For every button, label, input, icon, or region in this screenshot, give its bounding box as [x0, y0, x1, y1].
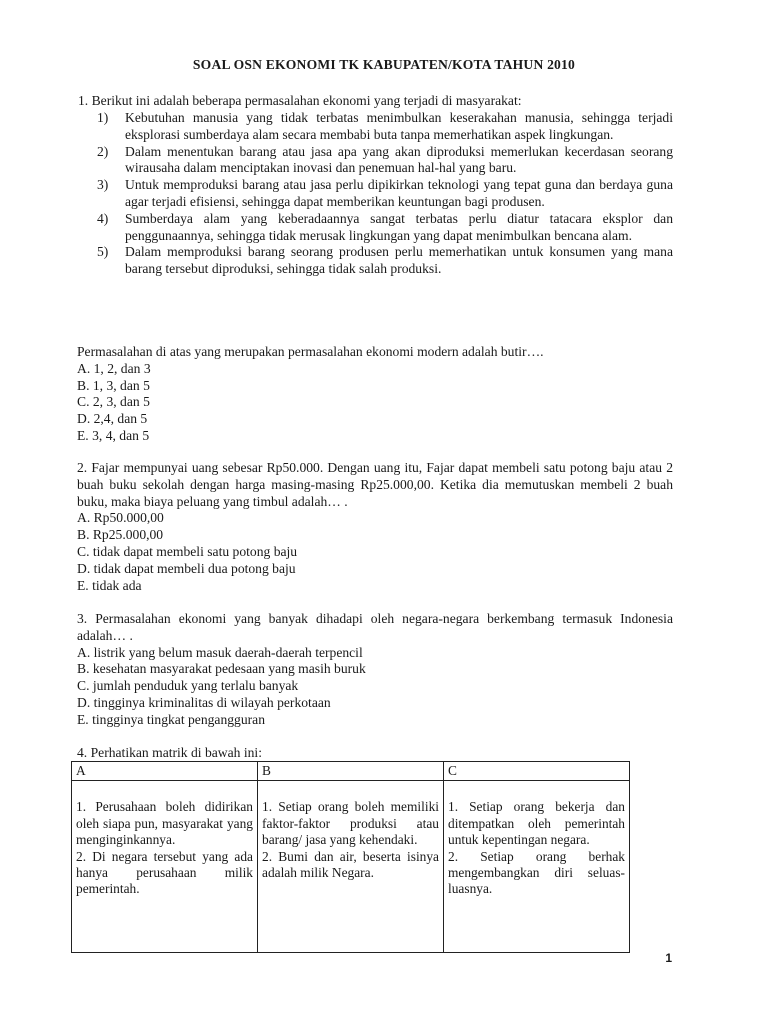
statement-text: Kebutuhan manusia yang tidak terbatas menimbulkan keserakahan manusia, sehingga terjadi eksplorasi sumberdaya alam secara membabi buta tanpa memerhatikan aspek lingkungan. — [125, 110, 673, 142]
statement-number: 1) — [97, 110, 109, 125]
matrix-cell-line: 1. Perusahaan boleh didirikan oleh siapa pun, masyarakat yang menginginkannya. — [76, 799, 253, 848]
matrix-cell-c — [444, 781, 630, 953]
matrix-cell-a — [72, 781, 258, 953]
matrix-cell-b — [258, 781, 444, 953]
matrix-header-a: A — [72, 762, 258, 781]
statement-item — [97, 177, 673, 211]
matrix-cell-line: 2. Setiap orang berhak mengembangkan diri seluas-luasnya. — [448, 848, 625, 897]
answer-option: D. 2,4, dan 5 — [77, 411, 148, 427]
statement-number: 5) — [97, 244, 109, 260]
question-4-stem: 4. Perhatikan matrik di bawah ini: — [77, 745, 262, 760]
answer-option: E. 3, 4, dan 5 — [77, 427, 150, 443]
statement-text: Untuk memproduksi barang atau jasa perlu dipikirkan teknologi yang tepat guna dan berdaya guna agar terjadi efisiensi, sehingga dapat memberikan keuntungan bagi produsen. — [125, 177, 673, 209]
answer-option: E. tingginya tingkat pengangguran — [77, 711, 266, 727]
matrix-cell-line: 2. Di negara tersebut yang ada hanya perusahaan milik pemerintah. — [76, 848, 253, 897]
statement-text: Dalam menentukan barang atau jasa apa yang akan diproduksi memerlukan kecerdasan seorang wirausaha dalam menciptakan inovasi dan penemuan hal-hal yang baru. — [125, 143, 673, 176]
question-2 — [77, 460, 673, 594]
answer-option: A. 1, 2, dan 3 — [77, 360, 151, 376]
question-1-statement-list — [97, 110, 673, 278]
question-1-stem: 1. Berikut ini adalah beberapa permasalahan ekonomi yang terjadi di masyarakat: — [78, 93, 522, 108]
statement-text: Sumberdaya alam yang keberadaannya sangat terbatas perlu diatur tatacara eksplor dan penggunaannya, sehingga tidak merusak lingkungan yang dapat menimbulkan bencana alam. — [125, 210, 673, 243]
statement-item — [97, 244, 673, 278]
statement-item — [97, 211, 673, 245]
answer-option: C. 2, 3, dan 5 — [77, 394, 150, 410]
matrix-cell-line: 1. Setiap orang boleh memiliki faktor-faktor produksi atau barang/ jasa yang kehendaki. — [262, 799, 439, 848]
document-title: SOAL OSN EKONOMI TK KABUPATEN/KOTA TAHUN 2010 — [192, 57, 576, 72]
statement-number: 4) — [97, 210, 109, 226]
statement-text: Dalam memproduksi barang seorang produsen perlu memerhatikan untuk konsumen yang mana barang tersebut diproduksi, sehingga tidak salah produksi. — [125, 244, 673, 277]
question-2-stem: 2. Fajar mempunyai uang sebesar Rp50.000. Dengan uang itu, Fajar dapat membeli satu potong baju atau 2 buah buku sekolah dengan harga masing-masing Rp25.000,00. Ketika dia memutuskan membeli 2 buah buku, maka biaya peluang yang timbul adalah… . — [77, 460, 673, 509]
answer-option: C. tidak dapat membeli satu potong baju — [77, 543, 298, 559]
answer-option: C. jumlah penduduk yang terlalu banyak — [77, 678, 299, 694]
matrix-body-row — [72, 781, 630, 953]
page-number: 1 — [665, 951, 672, 965]
answer-option: B. Rp25.000,00 — [77, 527, 164, 543]
answer-option: B. 1, 3, dan 5 — [77, 377, 150, 393]
answer-option: E. tidak ada — [77, 577, 142, 593]
question-3-stem: 3. Permasalahan ekonomi yang banyak dihadapi oleh negara-negara berkembang termasuk Indonesia adalah… . — [77, 611, 673, 643]
matrix-header-c: C — [444, 762, 630, 781]
answer-option: A. Rp50.000,00 — [77, 510, 164, 526]
statement-item — [97, 144, 673, 178]
answer-option: B. kesehatan masyarakat pedesaan yang masih buruk — [77, 661, 366, 677]
question-1-answer-block — [77, 344, 673, 445]
question-3 — [77, 611, 673, 729]
answer-option: D. tingginya kriminalitas di wilayah perkotaan — [77, 694, 331, 710]
matrix-header-b: B — [258, 762, 444, 781]
matrix-header-row — [72, 762, 630, 781]
question-1-prompt: Permasalahan di atas yang merupakan permasalahan ekonomi modern adalah butir…. — [77, 344, 544, 359]
statement-item — [97, 110, 673, 144]
answer-option: D. tidak dapat membeli dua potong baju — [77, 560, 296, 576]
statement-number: 3) — [97, 177, 109, 193]
matrix-table — [71, 761, 630, 953]
answer-option: A. listrik yang belum masuk daerah-daerah terpencil — [77, 644, 363, 660]
matrix-cell-line: 2. Bumi dan air, beserta isinya adalah milik Negara. — [262, 848, 439, 881]
statement-number: 2) — [97, 143, 109, 159]
matrix-cell-line: 1. Setiap orang bekerja dan ditempatkan oleh pemerintah untuk kepentingan negara. — [448, 799, 625, 848]
